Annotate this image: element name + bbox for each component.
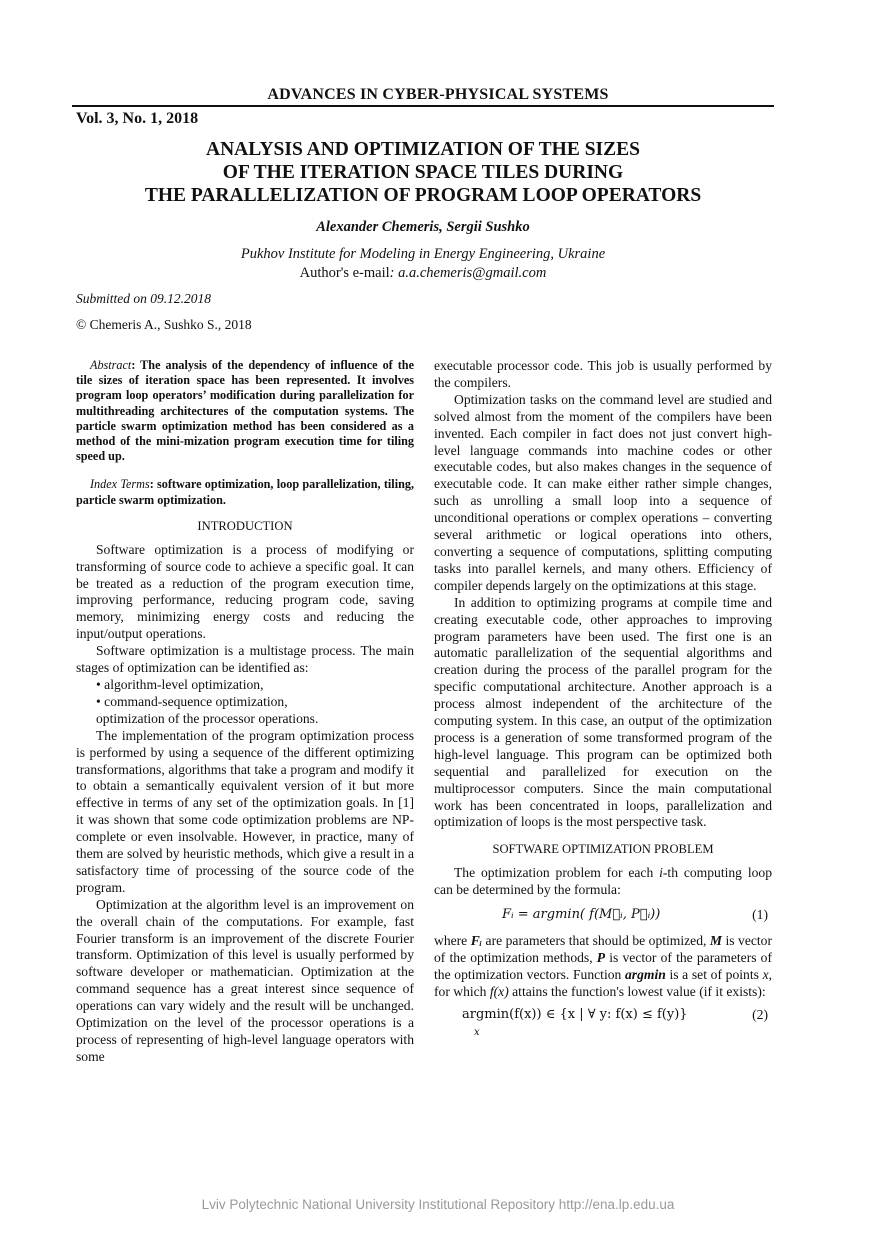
paragraph: Optimization at the algorithm level is an improvement on the overall chain of the computations. For example, fast Fourier transform is an improvement of the discrete Fourier transform. Optimization of this level is usually performed by software developer or mathematician. Optimization at the command sequence has a great interest since sequence of operations can vary widely and the result will be unchanged. Optimization on the level of the processor operations is a process of representing of high-level language operators with some	[76, 896, 414, 1064]
paragraph: In addition to optimizing programs at compile time and creating executable code, other approaches to improving program parameters have been used. The first one is an automatic parallelization of the sequential algorithms and creation during the process of the parallel program for the specific computational architecture. Another approach is a process almost independent of the architecture of the computing system. In this case, an output of the optimization process is a generation of some transformed program of the high-level language. This program can be optimized both sequential and parallelized for execution on the multiprocessor computers. Since the main computational work has been concentrated in loops, parallelization and optimization of loops is the most perspective task.	[434, 594, 772, 830]
affiliation-block	[0, 245, 846, 283]
left-column	[76, 358, 414, 1066]
equation-1-number: (1)	[752, 907, 768, 923]
email[interactable]: : a.a.chemeris@gmail.com	[389, 265, 547, 281]
paragraph: where Fᵢ are parameters that should be optimized, M is vector of the optimization methods, P is vector of the parameters of the optimization vectors. Function argmin is a set of points x, for which f(x) attains the function's lowest value (if it exists):	[434, 933, 772, 999]
list-item: optimization of the processor operations.	[96, 710, 319, 726]
equation-1-expression: Fᵢ = argmin( f(M⃗ᵢ, P⃗ᵢ))	[502, 907, 661, 923]
email-label: Author's e-mail	[299, 265, 390, 281]
index-terms-text: : software optimization, loop parallelization, tiling, particle swarm optimization.	[76, 477, 414, 507]
copyright: © Chemeris A., Sushko S., 2018	[76, 317, 252, 332]
equation-2-expression: argmin(f(x)) ∈ {x | ∀ y: f(x) ≤ f(y)}	[462, 1006, 688, 1022]
title-line-3: THE PARALLELIZATION OF PROGRAM LOOP OPERATORS	[144, 185, 702, 206]
paragraph: Optimization tasks on the command level are studied and solved almost from the moment of the compilers have been invented. Each compiler in fact does not just convert high-level language commands into machine codes or other executable codes, but also makes changes in the sequence of executable code. It can make either rather simple changes, such as unrolling a small loop into a sequence of unconditional operations or complex operations – converting several arithmetic or logical operations into others, converting a sequence of computations, splitting computing tasks into parallel kernels, and many others. Efficiency of compiler depends largely on the optimizations at this stage.	[434, 391, 772, 593]
journal-title: ADVANCES IN CYBER-PHYSICAL SYSTEMS	[267, 86, 609, 103]
index-terms-label: Index Terms	[90, 477, 150, 492]
section-heading-problem: SOFTWARE OPTIMIZATION PROBLEM	[492, 842, 714, 857]
title-line-1: ANALYSIS AND OPTIMIZATION OF THE SIZES	[206, 139, 640, 160]
email-line	[0, 264, 846, 283]
submitted-date: Submitted on 09.12.2018	[76, 291, 211, 306]
equation-1	[434, 903, 772, 929]
list-item: • algorithm-level optimization,	[96, 676, 264, 692]
equation-2-subscript: x	[474, 1026, 480, 1038]
equation-2-number: (2)	[752, 1006, 768, 1022]
authors: Alexander Chemeris, Sergii Sushko	[316, 219, 530, 235]
paragraph: The implementation of the program optimization process is performed by using a sequence of the different optimizing transformations, algorithms that take a program and modify it to obtain a semantically equivalent version of it but more effective in terms of any set of the optimization goals. In [1] it was shown that some code optimization problems are NP-complete or even insolvable. However, in practice, many of them are solved by heuristic methods, which give a result in a satisfactory time of processing of the source code of the program.	[76, 727, 414, 895]
affiliation: Pukhov Institute for Modeling in Energy Engineering, Ukraine	[240, 246, 606, 262]
list-item: • command-sequence optimization,	[96, 693, 288, 709]
section-heading-introduction: INTRODUCTION	[197, 518, 293, 533]
right-column	[434, 358, 772, 1039]
equation-2	[434, 1005, 772, 1039]
paper-title	[0, 138, 846, 207]
abstract	[76, 358, 414, 464]
title-line-2: OF THE ITERATION SPACE TILES DURING	[222, 162, 624, 183]
volume-info: Vol. 3, No. 1, 2018	[76, 110, 199, 127]
paragraph: Software optimization is a multistage process. The main stages of optimization can be identified as:	[76, 643, 414, 676]
abstract-text: : The analysis of the dependency of influence of the tile sizes of iteration space has been represented. It involves program loop operators’ modification during parallelization for multithreading architectures of the computation systems. The particle swarm optimization method has been considered as a method of the mini-mization program execution time for tiling speed up.	[76, 358, 414, 464]
paragraph: The optimization problem for each i-th computing loop can be determined by the formula:	[434, 865, 772, 898]
paragraph: Software optimization is a process of modifying or transforming of source code to achieve a specific goal. It can be treated as a reduction of the program execution time, improving performance, reducing program code, saving memory, minimizing energy costs and reducing the input/output operations.	[76, 541, 414, 642]
abstract-label: Abstract	[90, 358, 132, 372]
header-rule	[72, 105, 774, 107]
index-terms	[76, 477, 414, 507]
repository-footer: Lviv Polytechnic National University Institutional Repository http://ena.lp.edu.ua	[201, 1197, 675, 1212]
paragraph-continued: executable processor code. This job is usually performed by the compilers.	[434, 358, 772, 390]
